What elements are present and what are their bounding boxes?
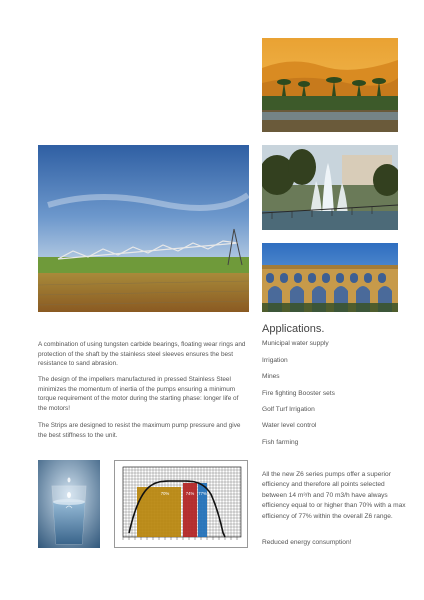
applications-title: Applications. bbox=[262, 323, 325, 335]
energy-tagline: Reduced energy consumption! bbox=[262, 539, 352, 546]
strips-paragraph: The Strips are designed to resist the maximum pump pressure and give the best stiffness to the unit. bbox=[38, 422, 241, 439]
water-glass-photo bbox=[38, 460, 100, 548]
app-item-golf-turf: Golf Turf Irrigation bbox=[262, 406, 315, 413]
impeller-paragraph: The design of the impellers manufactured in pressed Stainless Steel minimizes the momentum of inertia of the pumps ensuring a minimum torque requirement of the motor during the starting phase: longer life of the motors! bbox=[38, 376, 239, 412]
efficiency-paragraph: All the new Z6 series pumps offer a superior efficiency and therefore all points selected between 14 m³/h and 70 m3/h have always efficiency equal to or higher than 70% with a max efficiency of 77% within the overall Z6 range. bbox=[262, 471, 406, 520]
abrasion-paragraph: A combination of using tungsten carbide bearings, floating wear rings and protection of the shaft by the stainless steel sleeves ensures the best resistance to sand abrasion. bbox=[38, 341, 246, 368]
app-item-irrigation: Irrigation bbox=[262, 357, 288, 364]
fountain-photo bbox=[262, 145, 398, 230]
efficiency-chart-svg bbox=[115, 461, 247, 547]
efficiency-band-label: 77% bbox=[198, 491, 207, 496]
center-pivot-irrigation-photo bbox=[38, 145, 249, 312]
app-item-fish-farming: Fish farming bbox=[262, 439, 299, 446]
app-item-fire-fighting: Fire fighting Booster sets bbox=[262, 390, 335, 397]
aqueduct-photo bbox=[262, 243, 398, 312]
app-item-municipal: Municipal water supply bbox=[262, 340, 329, 347]
efficiency-chart bbox=[114, 460, 248, 548]
desert-oasis-photo bbox=[262, 38, 398, 132]
efficiency-band-label: 70% bbox=[160, 491, 170, 496]
efficiency-band-label: 74% bbox=[185, 491, 195, 496]
app-item-water-level: Water level control bbox=[262, 422, 317, 429]
app-item-mines: Mines bbox=[262, 373, 280, 380]
